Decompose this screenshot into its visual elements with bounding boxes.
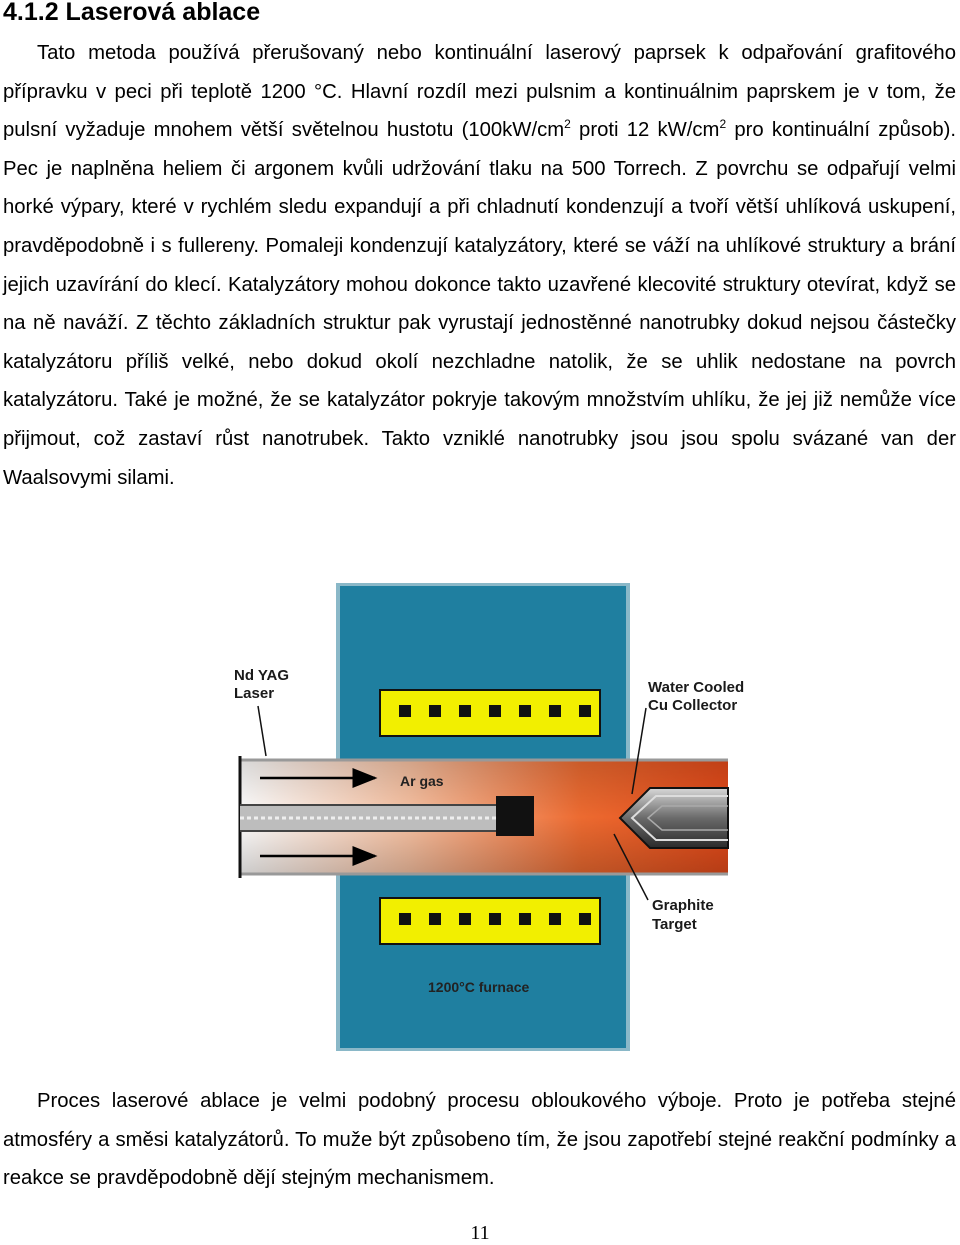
laser-label-line1: Nd YAG [234, 667, 290, 684]
page-number: 11 [470, 1222, 490, 1244]
paragraph-comparison [3, 1082, 956, 1198]
superscript: 2 [719, 117, 727, 132]
paragraph-text: pro kontinuální způsob). Pec je naplněna heliem či argonem kvůli udržování tlaku na 500 Torrech. Z povrchu se odpařují velmi horké výpary, které v rychlém sledu expandují a při chladnutí kondenzují a tvoří větší uhlíková uskupení, pravděpodobně i s fullereny. Pomaleji kondenzují katalyzátory, které se váží na uhlíkové struktury a brání jejich uzavírání do klecí. Katalyzátory mohou dokonce takto uzavřené klecovité struktury otevírat, když se na ně naváží. Z těchto základních struktur pak vyrustají jednostěnné nanotrubky dokud nejsou částečky katalyzátoru příliš velké, nebo dokud okolí nezchladne natolik, že se uhlik nedostane na povrch katalyzátoru. Také je možné, že se katalyzátor pokryje takovým množstvím uhlíku, že jej již nemůže více přijmout, což zastaví růst nanotrubek. Takto vzniklé nanotrubky jsou jsou spolu svázané van der Waalsovymi silami. [3, 119, 957, 489]
paragraph-text: Proces laserové ablace je velmi podobný procesu obloukového výboje. Proto je potřeba stejné atmosféry a směsi katalyzátorů. To muže být způsobeno tím, že jsou zapotřebí stejné reakční podmínky a reakce se pravděpodobně dějí stejným mechanismem. [3, 1090, 956, 1190]
collector-label-line2: Cu Collector [648, 697, 738, 714]
paragraph-text: Tato metoda používá přerušovaný nebo kontinuální laserový paprsek k odpařování grafitového přípravku v peci při teplotě 1200 °C. Hlavní rozdíl mezi pulsnim a kontinuálnim paprskem je v tom, že pulsní vyžaduje mnohem větší světelnou hustotu (100kW/cm [3, 42, 956, 142]
paragraph-text: proti 12 kW/cm [570, 119, 720, 142]
collector-label-line1: Water Cooled [648, 679, 745, 696]
laser-ablation-figure [200, 582, 760, 1052]
gas-label: Ar gas [400, 773, 444, 789]
graphite-target [496, 796, 534, 836]
laser-label-line2: Laser [234, 685, 275, 702]
paragraph-intro [3, 34, 956, 497]
target-label-line1: Graphite [652, 897, 714, 914]
target-label-line2: Target [652, 916, 697, 933]
section-heading: 4.1.2 Laserová ablace [3, 0, 261, 26]
furnace-label: 1200°C furnace [428, 979, 530, 995]
superscript: 2 [564, 117, 571, 132]
